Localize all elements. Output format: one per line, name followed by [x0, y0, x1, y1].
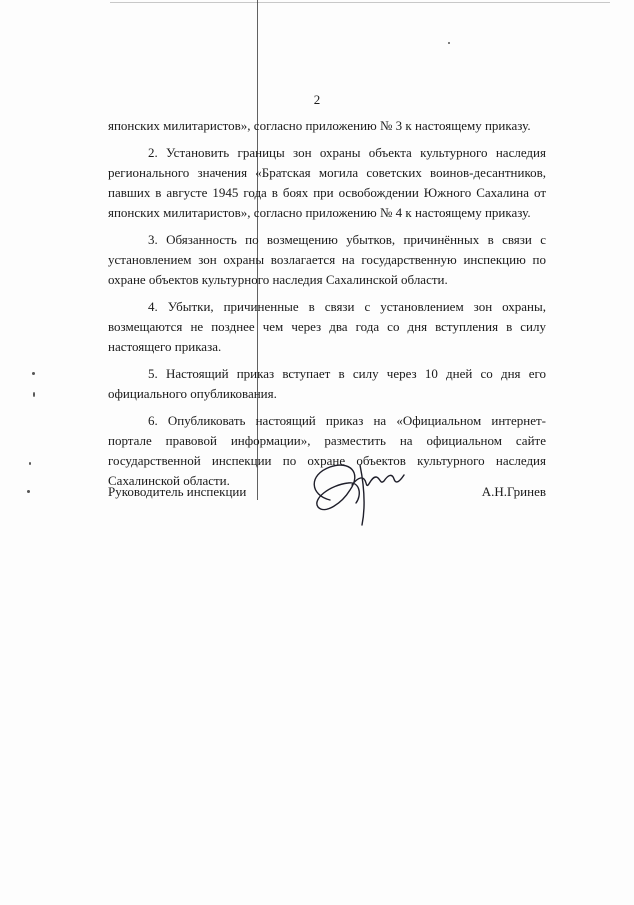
- top-edge-rule: [110, 2, 610, 3]
- signatory-title: Руководитель инспекции: [108, 484, 247, 499]
- page-number: 2: [313, 92, 321, 107]
- scan-speck: [33, 392, 35, 397]
- scan-speck: [448, 42, 450, 44]
- scan-speck: [32, 372, 35, 375]
- scan-speck: [27, 490, 30, 493]
- signature-block: [108, 484, 546, 508]
- scan-speck: [29, 462, 31, 465]
- paragraph-5: 5. Настоящий приказ вступает в силу через 10 дней со дня его официального опубликования.: [108, 366, 546, 401]
- signatory-name: А.Н.Гринев: [481, 484, 546, 499]
- paragraph-2: 2. Установить границы зон охраны объекта культурного наследия регионального значения «Братская могила советских воинов-десантников, павших в августе 1945 года в боях при освобождении Южного Сахалина от японских милитаристов», согласно приложению № 4 к настоящему приказу.: [108, 145, 546, 220]
- paragraph-4: 4. Убытки, причиненные в связи с установлением зон охраны, возмещаются не позднее чем через два года со дня вступления в силу настоящего приказа.: [108, 299, 546, 354]
- document-body: [108, 116, 546, 491]
- paragraph-continuation: японских милитаристов», согласно приложению № 3 к настоящему приказу.: [108, 118, 531, 133]
- paragraph-3: 3. Обязанность по возмещению убытков, причинённых в связи с установлением зон охраны возлагается на государственную инспекцию по охране объектов культурного наследия Сахалинской области.: [108, 232, 546, 287]
- paragraph-6: 6. Опубликовать настоящий приказ на «Официальном интернет-портале правовой информации», разместить на официальном сайте государственной инспекции по охране объектов культурного наследия Сахалинской области.: [108, 413, 546, 488]
